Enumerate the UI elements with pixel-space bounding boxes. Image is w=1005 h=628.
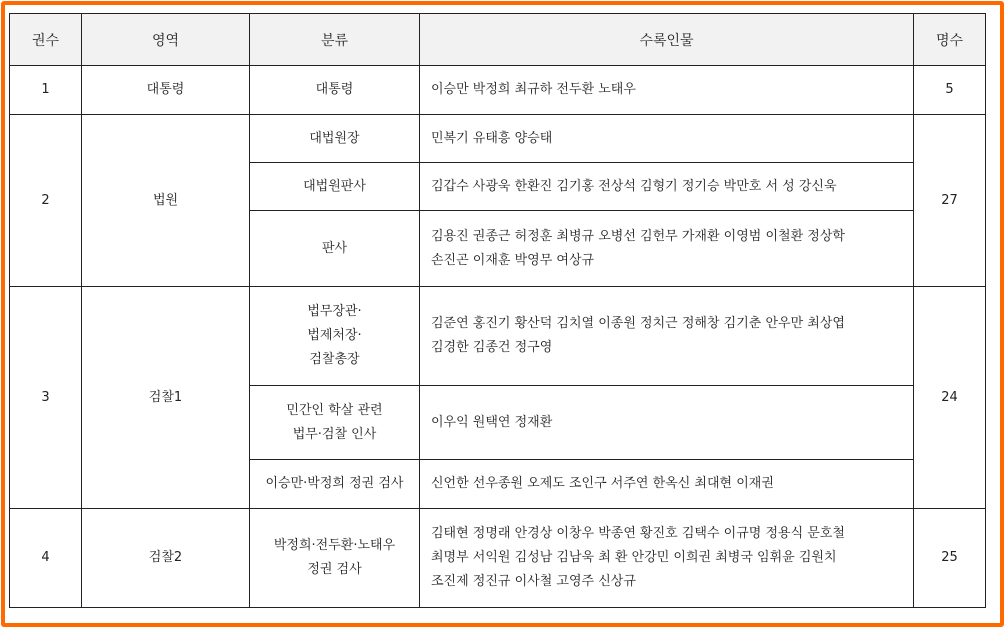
volume-cell: 4 (10, 509, 82, 608)
volume-cell: 2 (10, 115, 82, 287)
count-cell: 24 (914, 287, 986, 509)
table-row (10, 509, 986, 608)
count-cell: 5 (914, 66, 986, 115)
people-cell: 김갑수 사광욱 한환진 김기홍 전상석 김형기 정기승 박만호 서 성 강신욱 (420, 163, 914, 211)
volume-cell: 1 (10, 66, 82, 115)
area-cell: 검찰1 (82, 287, 250, 509)
table-header-row (10, 14, 986, 66)
header-category: 분류 (250, 14, 420, 66)
header-people: 수록인물 (420, 14, 914, 66)
person-index-table (9, 13, 986, 608)
category-cell: 이승만·박정희 정권 검사 (250, 460, 420, 509)
count-cell: 27 (914, 115, 986, 287)
category-cell: 박정희·전두환·노태우 정권 검사 (250, 509, 420, 608)
count-cell: 25 (914, 509, 986, 608)
category-cell: 대법원판사 (250, 163, 420, 211)
header-area: 영역 (82, 14, 250, 66)
table-row (10, 287, 986, 386)
table-row (10, 115, 986, 163)
area-cell: 법원 (82, 115, 250, 287)
area-cell: 대통령 (82, 66, 250, 115)
category-cell: 법무장관· 법제처장· 검찰총장 (250, 287, 420, 386)
people-cell: 김태현 정명래 안경상 이창우 박종연 황진호 김택수 이규명 정용식 문호철 최명부 서익원 김성남 김남욱 최 환 안강민 이희권 최병국 임휘윤 김원치 조진제 정진규 이사철 고영주 신상규 (420, 509, 914, 608)
people-cell: 신언한 선우종원 오제도 조인구 서주연 한옥신 최대현 이재권 (420, 460, 914, 509)
category-cell: 판사 (250, 211, 420, 287)
people-cell: 이우익 원택연 정재환 (420, 386, 914, 460)
header-volume: 권수 (10, 14, 82, 66)
people-cell: 김용진 권종근 허정훈 최병규 오병선 김헌무 가재환 이영범 이철환 정상학 손진곤 이재훈 박영무 여상규 (420, 211, 914, 287)
area-cell: 검찰2 (82, 509, 250, 608)
category-cell: 대통령 (250, 66, 420, 115)
category-cell: 민간인 학살 관련 법무·검찰 인사 (250, 386, 420, 460)
category-cell: 대법원장 (250, 115, 420, 163)
table-row (10, 66, 986, 115)
volume-cell: 3 (10, 287, 82, 509)
people-cell: 김준연 홍진기 황산덕 김치열 이종원 정치근 정해창 김기춘 안우만 최상엽 김경한 김종건 정구영 (420, 287, 914, 386)
header-count: 명수 (914, 14, 986, 66)
people-cell: 이승만 박정희 최규하 전두환 노태우 (420, 66, 914, 115)
people-cell: 민복기 유태흥 양승태 (420, 115, 914, 163)
